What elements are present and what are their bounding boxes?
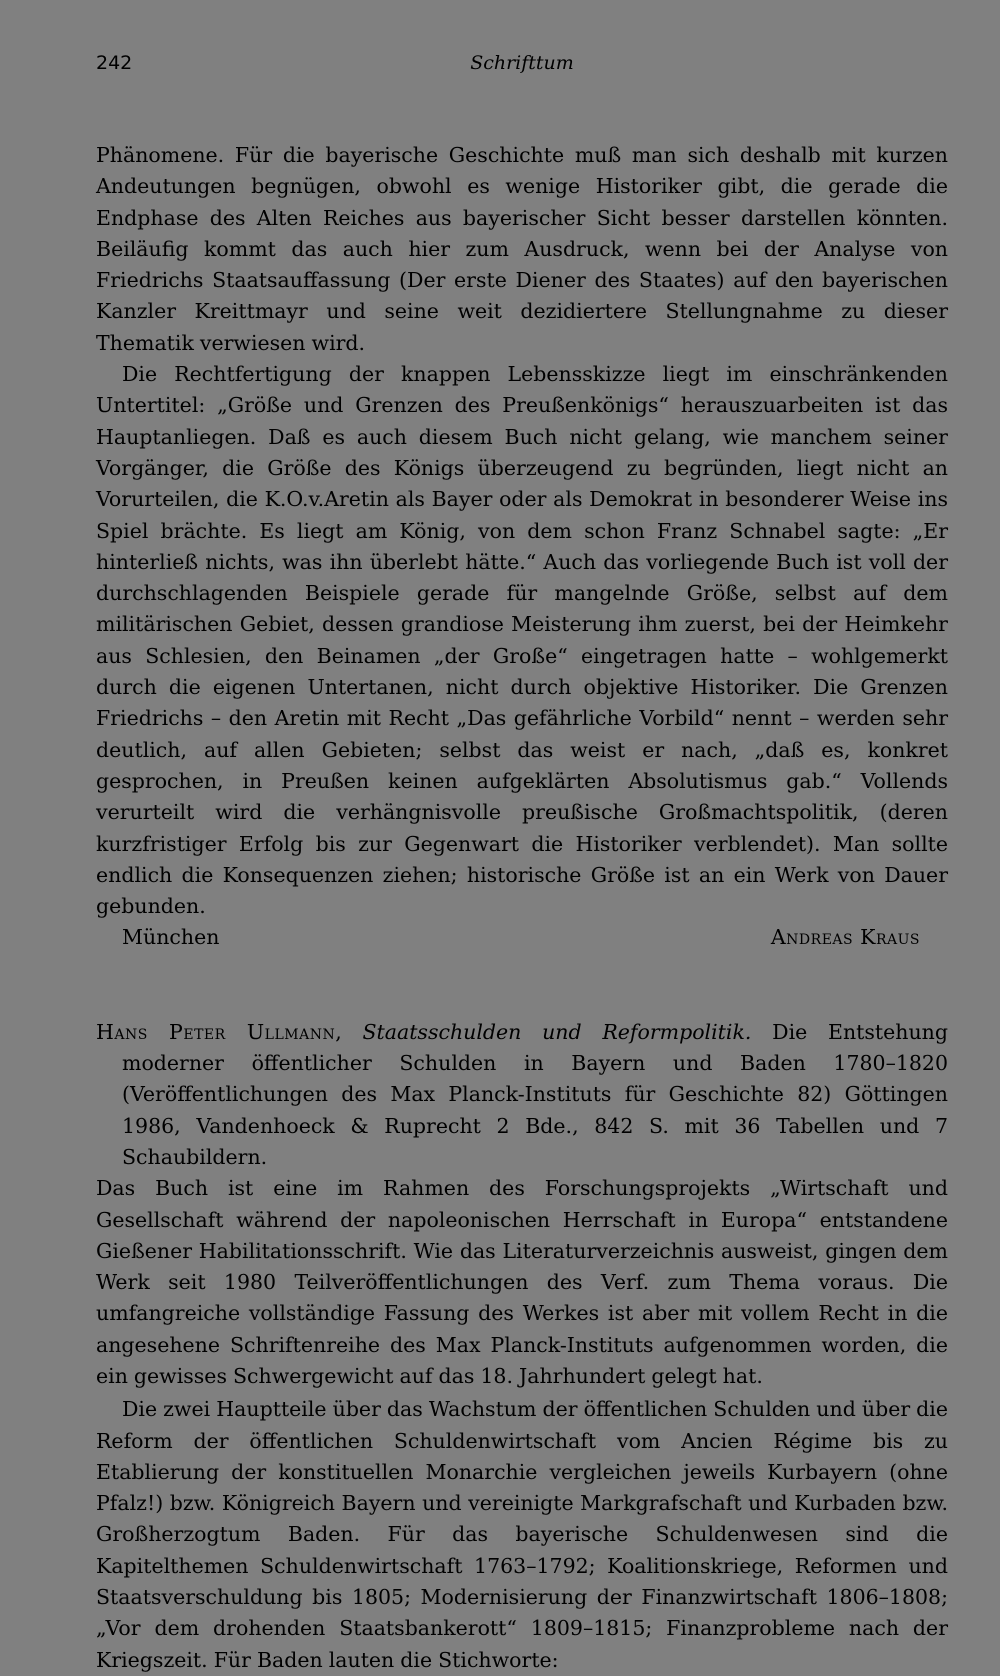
reviewed-book-author: Hans Peter Ullmann [96,1019,336,1044]
review1-signature [96,922,948,953]
review2-bibliographic-entry: Hans Peter Ullmann, Staatsschulden und Reformpolitik. Die Entstehung moderner öffentlicher Schulden in Bayern und Baden 1780–1820 (Veröffentlichungen des Max Planck-Instituts für Geschichte 82) Göttingen 1986, Vandenhoeck & Ruprecht 2 Bde., 842 S. mit 36 Tabellen und 7 Schaubildern. [96,1019,949,1169]
document-page [96,52,948,1676]
review-kraus [96,140,948,954]
reviewed-book-details: Die Entstehung moderner öffentlicher Schulden in Bayern und Baden 1780–1820 (Veröffentlichungen des Max Planck-Instituts für Geschichte 82) Göttingen 1986, Vandenhoeck & Ruprecht 2 Bde., 842 S. mit 36 Tabellen und 7 Schaubildern. [122,1019,949,1169]
running-title: Schrifttum [470,52,574,74]
page-number: 242 [96,52,133,74]
review2-paragraph-2: Die zwei Hauptteile über das Wachstum der öffentlichen Schulden und über die Reform der öffentlichen Schuldenwirtschaft vom Ancien Régime bis zu Etablierung der konstituellen Monarchie vergleichen jeweils Kurbayern (ohne Pfalz!) bzw. Königreich Bayern und vereinigte Markgrafschaft und Kurbaden bzw. Großherzogtum Baden. Für das bayerische Schuldenwesen sind die Kapitelthemen Schuldenwirtschaft 1763–1792; Koalitionskriege, Reformen und Staatsverschuldung bis 1805; Modernisierung der Finanzwirtschaft 1806–1808; „Vor dem drohenden Staatsbankerott“ 1809–1815; Finanzprobleme nach der Kriegszeit. Für Baden lauten die Stichworte: [96,1397,948,1672]
review1-paragraph-1: Phänomene. Für die bayerische Geschichte muß man sich deshalb mit kurzen Andeutungen begnügen, obwohl es wenige Historiker gibt, die gerade die Endphase des Alten Reiches aus bayerischer Sicht besser darstellen könnten. Beiläufig kommt das auch hier zum Ausdruck, wenn bei der Analyse von Friedrichs Staatsauffassung (Der erste Diener des Staates) auf den bayerischen Kanzler Kreittmayr und seine weit dezidiertere Stellungnahme zu dieser Thematik verwiesen wird. [96,143,948,355]
reviewed-book-title: Staatsschulden und Reformpolitik. [362,1019,752,1044]
review1-paragraph-2: Die Rechtfertigung der knappen Lebensskizze liegt im einschränkenden Untertitel: „Größe und Grenzen des Preußenkönigs“ herauszuarbeiten ist das Hauptanliegen. Daß es auch diesem Buch nicht gelang, wie manchem seiner Vorgänger, die Größe des Königs überzeugend zu begründen, liegt nicht an Vorurteilen, die K.O.v.Aretin als Bayer oder als Demokrat in besonderer Weise ins Spiel brächte. Es liegt am König, von dem schon Franz Schnabel sagte: „Er hinterließ nichts, was ihn überlebt hätte.“ Auch das vorliegende Buch ist voll der durchschlagenden Beispiele gerade für mangelnde Größe, selbst auf dem militärischen Gebiet, dessen grandiose Meisterung ihm zuerst, bei der Heimkehr aus Schlesien, den Beinamen „der Große“ eingetragen hatte – wohlgemerkt durch die eigenen Untertanen, nicht durch objektive Historiker. Die Grenzen Friedrichs – den Aretin mit Recht „Das gefährliche Vorbild“ nennt – werden sehr deutlich, auf allen Gebieten; selbst das weist er nach, „daß es, konkret gesprochen, in Preußen keinen aufgeklärten Absolutismus gab.“ Vollends verurteilt wird die verhängnisvolle preußische Großmachtspolitik, (deren kurzfristiger Erfolg bis zur Gegenwart die Historiker verblendet). Man sollte endlich die Konsequenzen ziehen; historische Größe ist an ein Werk von Dauer gebunden. [96,362,948,919]
review-ullmann [96,1017,948,1676]
signature-author: Andreas Kraus [770,925,920,950]
review2-paragraph-1: Das Buch ist eine im Rahmen des Forschungsprojekts „Wirtschaft und Gesellschaft während der napoleonischen Herrschaft in Europa“ entstandene Gießener Habilitationsschrift. Wie das Literaturverzeichnis ausweist, gingen dem Werk seit 1980 Teilveröffentlichungen des Verf. zum Thema voraus. Die umfangreiche vollständige Fassung des Werkes ist aber mit vollem Recht in die angesehene Schriftenreihe des Max Planck-Instituts aufgenommen worden, die ein gewisses Schwergewicht auf das 18. Jahrhundert gelegt hat. [96,1176,948,1388]
page-header [96,52,948,82]
signature-place: München [122,925,220,950]
